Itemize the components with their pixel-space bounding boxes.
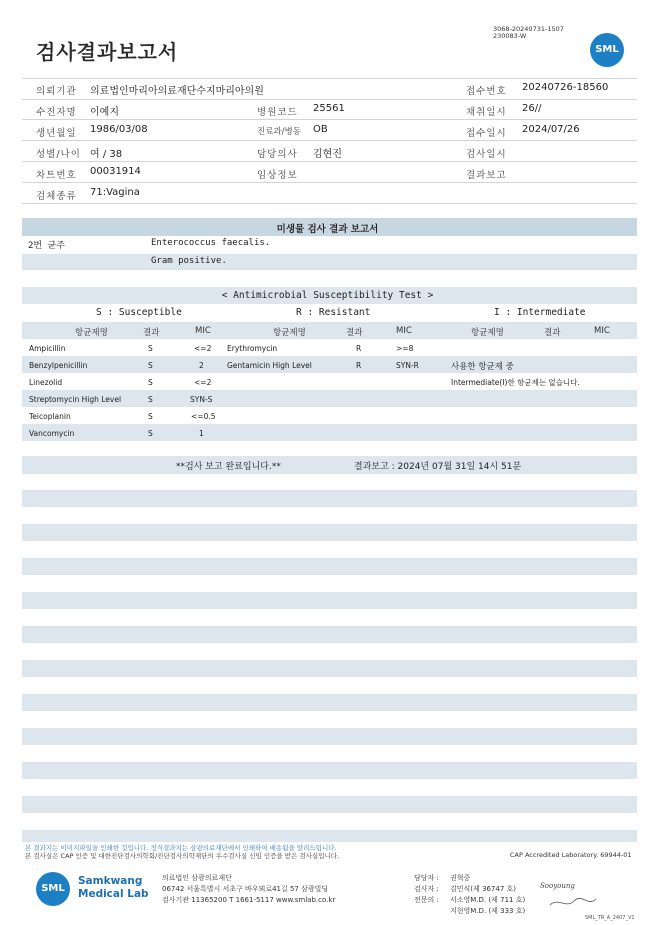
collect-date-label: 채취일시: [466, 107, 507, 118]
empty-row-band: [22, 660, 637, 677]
drug-mic: <=2: [194, 378, 212, 387]
receipt-date-label: 접수일시: [466, 128, 507, 139]
staff-label: 검사자 :: [414, 885, 439, 893]
drug-mic: SYN-S: [190, 395, 213, 404]
drug-mic: 1: [199, 429, 204, 438]
report-complete: **검사 보고 완료입니다.**: [176, 462, 281, 472]
drug-name: Linezolid: [29, 378, 63, 387]
col-drug-header: 항균제명: [273, 328, 306, 338]
dept: OB: [313, 124, 328, 135]
clinical-label: 임상정보: [257, 170, 298, 181]
info-divider: [22, 78, 637, 79]
col-mic-header: MIC: [195, 326, 211, 336]
signature-scribble: [548, 895, 598, 911]
drug-result: S: [148, 429, 153, 438]
report-label: 결과보고: [466, 170, 507, 181]
staff-name: 서소영M.D. (제 711 호): [450, 896, 526, 904]
col-drug-header: 항균제명: [471, 328, 504, 338]
drug-name: Erythromycin: [227, 344, 278, 353]
info-divider: [22, 99, 637, 100]
sex-age-label: 성별/나이: [36, 149, 81, 160]
drug-mic: SYN-R: [396, 361, 419, 370]
chart-no-label: 차트번호: [36, 170, 77, 181]
drug-result: R: [356, 361, 362, 370]
col-result-header: 결과: [346, 328, 363, 338]
empty-row-band: [22, 592, 637, 609]
drug-name: Benzylpenicillin: [29, 361, 88, 370]
drug-result: S: [148, 412, 153, 421]
intermediate-note-line1: 사용한 항균제 중: [451, 362, 514, 372]
drug-mic: 2: [199, 361, 204, 370]
signature: Sooyoung: [540, 882, 575, 890]
report-code-line1: 3068-20240731-1507: [493, 25, 564, 33]
empty-row-band: [22, 728, 637, 745]
brand-name-line1: Samkwang: [78, 875, 143, 887]
receipt-date: 2024/07/26: [522, 124, 580, 135]
report-datetime: 결과보고 : 2024년 07월 31일 14시 51분: [354, 462, 522, 472]
drug-mic: >=8: [396, 344, 414, 353]
sex-age: 여 / 38: [90, 149, 123, 160]
strain-label: 2번 균주: [28, 241, 65, 251]
foundation-name: 의료법인 삼광의료재단: [162, 874, 232, 882]
staff-label: 담당자 :: [414, 874, 439, 882]
foundation-address: 06742 서울특별시 서초구 바우뫼로41길 57 삼광빌딩: [162, 885, 329, 893]
drug-name: Teicoplanin: [29, 412, 71, 421]
drug-result: S: [148, 378, 153, 387]
foundation-contact: 검사기관 11365200 T 1661-5117 www.smlab.co.kr: [162, 896, 336, 904]
empty-row-band: [22, 762, 637, 779]
row-band: [22, 254, 637, 270]
drug-result: S: [148, 361, 153, 370]
row-band: [22, 356, 637, 373]
image-print-notice: 본 결과지는 이미지파일을 인쇄한 것입니다. 정식결과지는 삼광의료재단에서 인쇄하여 배송됨을 알려드립니다.: [25, 844, 337, 852]
drug-name: Ampicillin: [29, 344, 66, 353]
info-divider: [22, 161, 637, 162]
col-result-header: 결과: [544, 328, 561, 338]
accreditation-notice: 본 검사실은 CAP 인증 및 대한진단검사의학회/진단검사의학재단의 우수검사실 신임 인증을 받은 검사실입니다.: [25, 852, 340, 860]
info-divider: [22, 140, 637, 141]
drug-result: R: [356, 344, 362, 353]
info-divider: [22, 119, 637, 120]
drug-name: Vancomycin: [29, 429, 75, 438]
legend-susceptible: S : Susceptible: [96, 307, 182, 318]
patient-name: 이예지: [90, 107, 119, 118]
specimen-label: 검체종류: [36, 191, 77, 202]
empty-row-band: [22, 558, 637, 575]
staff-name: 김민식(제 36747 호): [450, 885, 516, 893]
cap-number: CAP Accredited Laboratory. 69944-01: [510, 851, 632, 859]
completion-band: [22, 456, 637, 474]
drug-mic: <=0.5: [191, 412, 216, 421]
staff-label: 전문의 :: [414, 896, 439, 904]
sml-logo: SML: [590, 33, 624, 67]
test-date-label: 검사일시: [466, 149, 507, 160]
gram-stain: Gram positive.: [151, 256, 227, 266]
drug-name: Gentamicin High Level: [227, 361, 312, 370]
organism-name: Enterococcus faecalis.: [151, 238, 271, 248]
empty-row-band: [22, 694, 637, 711]
receipt-no-label: 접수번호: [466, 86, 507, 97]
col-result-header: 결과: [143, 328, 160, 338]
legend-resistant: R : Resistant: [296, 307, 371, 318]
intermediate-note-line2: Intermediate(I)한 항균제는 없습니다.: [451, 378, 580, 387]
micro-title: 미생물 검사 결과 보고서: [276, 224, 379, 235]
empty-row-band: [22, 796, 637, 813]
collect-date: 26//: [522, 103, 542, 114]
col-mic-header: MIC: [594, 326, 610, 336]
drug-name: Streptomycin High Level: [29, 395, 122, 404]
hospital-code-label: 병원코드: [257, 107, 298, 118]
requesting-inst-label: 의뢰기관: [36, 86, 77, 97]
requesting-inst: 의료법인마리아의료재단수지마리아의원: [90, 86, 264, 97]
specimen: 71:Vagina: [90, 187, 140, 198]
form-code: SML_TR_A_2407_V1: [585, 915, 635, 921]
receipt-no: 20240726-18560: [522, 82, 609, 93]
drug-mic: <=2: [194, 344, 212, 353]
row-band: [22, 424, 637, 441]
empty-row-band: [22, 524, 637, 541]
page-title: 검사결과보고서: [36, 40, 179, 64]
doctor: 김현진: [313, 149, 342, 160]
empty-row-band: [22, 626, 637, 643]
brand-name-line2: Medical Lab: [78, 888, 149, 900]
info-divider: [22, 182, 637, 183]
empty-row-band: [22, 490, 637, 507]
empty-row-band: [22, 830, 637, 842]
chart-no: 00031914: [90, 166, 141, 177]
staff-name: 권혁중: [450, 874, 471, 882]
drug-result: S: [148, 395, 153, 404]
ast-title: < Antimicrobial Susceptibility Test >: [221, 290, 434, 301]
staff-name: 지현영M.D. (제 333 호): [450, 907, 526, 915]
report-code-line2: 230083-W: [493, 32, 527, 40]
dept-label: 진료과/병동: [257, 127, 301, 137]
dob-label: 생년월일: [36, 128, 77, 139]
sml-footer-logo: SML: [36, 872, 70, 906]
patient-label: 수진자명: [36, 107, 77, 118]
info-divider: [22, 203, 637, 204]
col-mic-header: MIC: [396, 326, 412, 336]
legend-intermediate: I : Intermediate: [494, 307, 586, 318]
doctor-label: 담당의사: [257, 149, 298, 160]
hospital-code: 25561: [313, 103, 345, 114]
dob: 1986/03/08: [90, 124, 148, 135]
drug-result: S: [148, 344, 153, 353]
col-drug-header: 항균제명: [75, 328, 108, 338]
